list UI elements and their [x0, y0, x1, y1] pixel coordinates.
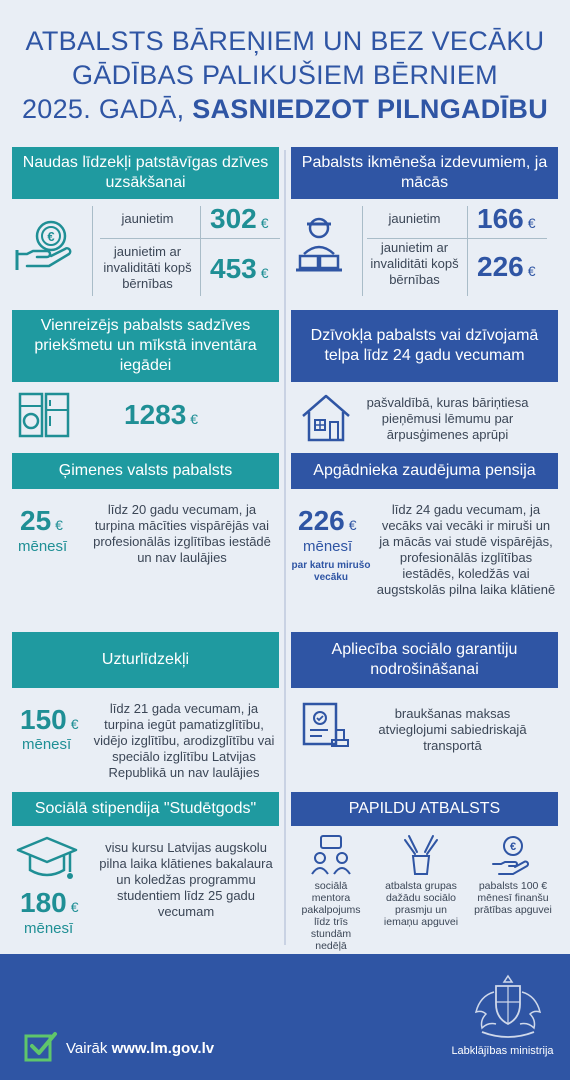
s6-value: [298, 506, 357, 540]
euro-sign: €: [70, 716, 79, 732]
s1-row1-value: [210, 204, 269, 238]
s1-row1-label: jaunietim: [121, 211, 174, 226]
s3-value: [124, 400, 198, 434]
title-line-3-b: SASNIEDZOT PILNGADĪBU: [192, 94, 548, 124]
section-starting-independent-life-heading: Naudas līdzekļi patstāvīgas dzīves uzsākšanai: [12, 147, 279, 199]
certificate-stamp-icon: [300, 700, 352, 752]
section-monthly-expenses-heading: Pabalsts ikmēneša izdevumiem, ja mācās: [291, 147, 558, 199]
section-additional-support-heading: PAPILDU ATBALSTS: [291, 792, 558, 826]
s2-row-divider: [367, 238, 547, 239]
s5-number: 25: [20, 505, 52, 536]
euro-sign: €: [55, 517, 63, 533]
s2-row2-number: 226: [477, 251, 524, 282]
s3-number: 1283: [124, 399, 187, 430]
section-maintenance-heading: Uzturlīdzekļi: [12, 632, 279, 688]
more-info: [66, 1040, 214, 1058]
additional-support-mentor: sociālā mentora pakalpojums līdz trīs stundām nedēļā: [301, 880, 361, 952]
ministry-name: Labklājības ministrija: [451, 1045, 554, 1057]
s2-row1-number: 166: [477, 203, 524, 234]
s5-value: [20, 506, 63, 540]
s2-separator: [362, 206, 363, 296]
section-studetgods-scholarship-heading: Sociālā stipendija "Studētgods": [12, 792, 279, 826]
svg-text:€: €: [509, 841, 517, 853]
appliances-icon: [18, 392, 70, 438]
s2-row1-label: jaunietim: [388, 211, 441, 226]
s6-number: 226: [298, 505, 345, 536]
title-line-2: GĀDĪBAS PALIKUŠIEM BĒRNIEM: [72, 60, 498, 90]
s2-row2-label: jaunietim ar invaliditāti kopš bērnības: [370, 240, 459, 287]
house-icon: [300, 392, 352, 442]
s1-value-separator: [200, 206, 201, 296]
s9-number: 180: [20, 887, 67, 918]
page-title: [0, 24, 570, 126]
s5-description: līdz 20 gadu vecumam, ja turpina mācīties vispārējās vai profesionālās izglītības iestādē un nav laulājies: [93, 502, 271, 565]
website-link[interactable]: www.lm.gov.lv: [111, 1040, 215, 1057]
s5-per-month: mēnesī: [18, 538, 68, 555]
s1-row2-label: jaunietim ar invaliditāti kopš bērnības: [103, 244, 192, 291]
mentor-icon: [311, 834, 351, 876]
title-line-3-a: 2025. GADĀ,: [21, 94, 193, 124]
more-label: Vairāk: [66, 1040, 112, 1057]
section-survivor-pension-heading: Apgādnieka zaudējuma pensija: [291, 453, 558, 489]
s8-description: braukšanas maksas atvieglojumi sabiedriskajā transportā: [378, 706, 527, 753]
s1-row-divider: [100, 238, 280, 239]
checkbox-check-icon: [24, 1030, 58, 1064]
section-household-items-heading: Vienreizējs pabalsts sadzīves priekšmetu un mīkstā inventāra iegādei: [12, 310, 279, 382]
s1-row2-value: [210, 254, 269, 288]
euro-sign: €: [527, 215, 536, 231]
additional-support-financial-literacy: pabalsts 100 € mēnesī finanšu prātības apguvei: [474, 880, 552, 916]
s9-value: [20, 888, 79, 922]
euro-sign: €: [260, 265, 269, 281]
s7-description: līdz 21 gada vecumam, ja turpina iegūt pamatizglītību, vidējo izglītību, arodizglītību vai speciālo izglītību Latvijas Republikā un nav laulājies: [93, 701, 275, 780]
hand-euro-coin-icon: [15, 218, 77, 272]
footer: [0, 954, 570, 1080]
euro-sign: €: [70, 899, 79, 915]
s6-note: par katru mirušo vecāku: [291, 560, 371, 583]
s2-row1-value: [477, 204, 536, 238]
title-line-3: [0, 92, 570, 126]
column-divider: [284, 150, 286, 945]
hand-euro-icon: [491, 834, 531, 876]
s9-per-month: mēnesī: [24, 920, 74, 937]
s4-description: pašvaldībā, kuras bāriņtiesa pieņēmusi lēmumu par ārpusģimenes aprūpi: [366, 395, 529, 442]
euro-sign: €: [527, 263, 536, 279]
section-housing-heading: Dzīvokļa pabalsts vai dzīvojamā telpa līdz 24 gadu vecumam: [291, 310, 558, 382]
s7-value: [20, 705, 79, 739]
support-group-hands-icon: [401, 834, 441, 876]
svg-text:€: €: [47, 229, 55, 244]
s6-description: līdz 24 gadu vecumam, ja vecāks vai vecāki ir miruši un ja mācās vai studē vispārējās, profesionālās izglītības iestādēs, koledžās vai augstskolās pilna laika klātienē: [376, 502, 556, 597]
s7-per-month: mēnesī: [22, 736, 72, 753]
coat-of-arms-icon: [468, 972, 548, 1040]
graduation-cap-icon: [16, 832, 78, 886]
euro-sign: €: [348, 517, 357, 533]
additional-support-groups: atbalsta grupas dažādu sociālo prasmju un iemaņu apguvei: [383, 880, 459, 928]
s2-value-separator: [467, 206, 468, 296]
section-social-guarantee-certificate-heading: Apliecība sociālo garantiju nodrošināšanai: [291, 632, 558, 688]
euro-sign: €: [260, 215, 269, 231]
s1-row1-number: 302: [210, 203, 257, 234]
s9-description: visu kursu Latvijas augskolu pilna laika klātienes bakalaura un koledžas programmu studentiem līdz 25 gadu vecumam: [99, 840, 273, 919]
s7-number: 150: [20, 704, 67, 735]
s6-per-month: mēnesī: [303, 538, 353, 555]
s1-row2-number: 453: [210, 253, 257, 284]
section-family-benefit-heading: Ģimenes valsts pabalsts: [12, 453, 279, 489]
title-line-1: ATBALSTS BĀREŅIEM UN BEZ VECĀKU: [25, 26, 545, 56]
euro-sign: €: [190, 411, 199, 427]
s1-separator: [92, 206, 93, 296]
student-reading-icon: [294, 212, 344, 272]
s2-row2-value: [477, 252, 536, 286]
